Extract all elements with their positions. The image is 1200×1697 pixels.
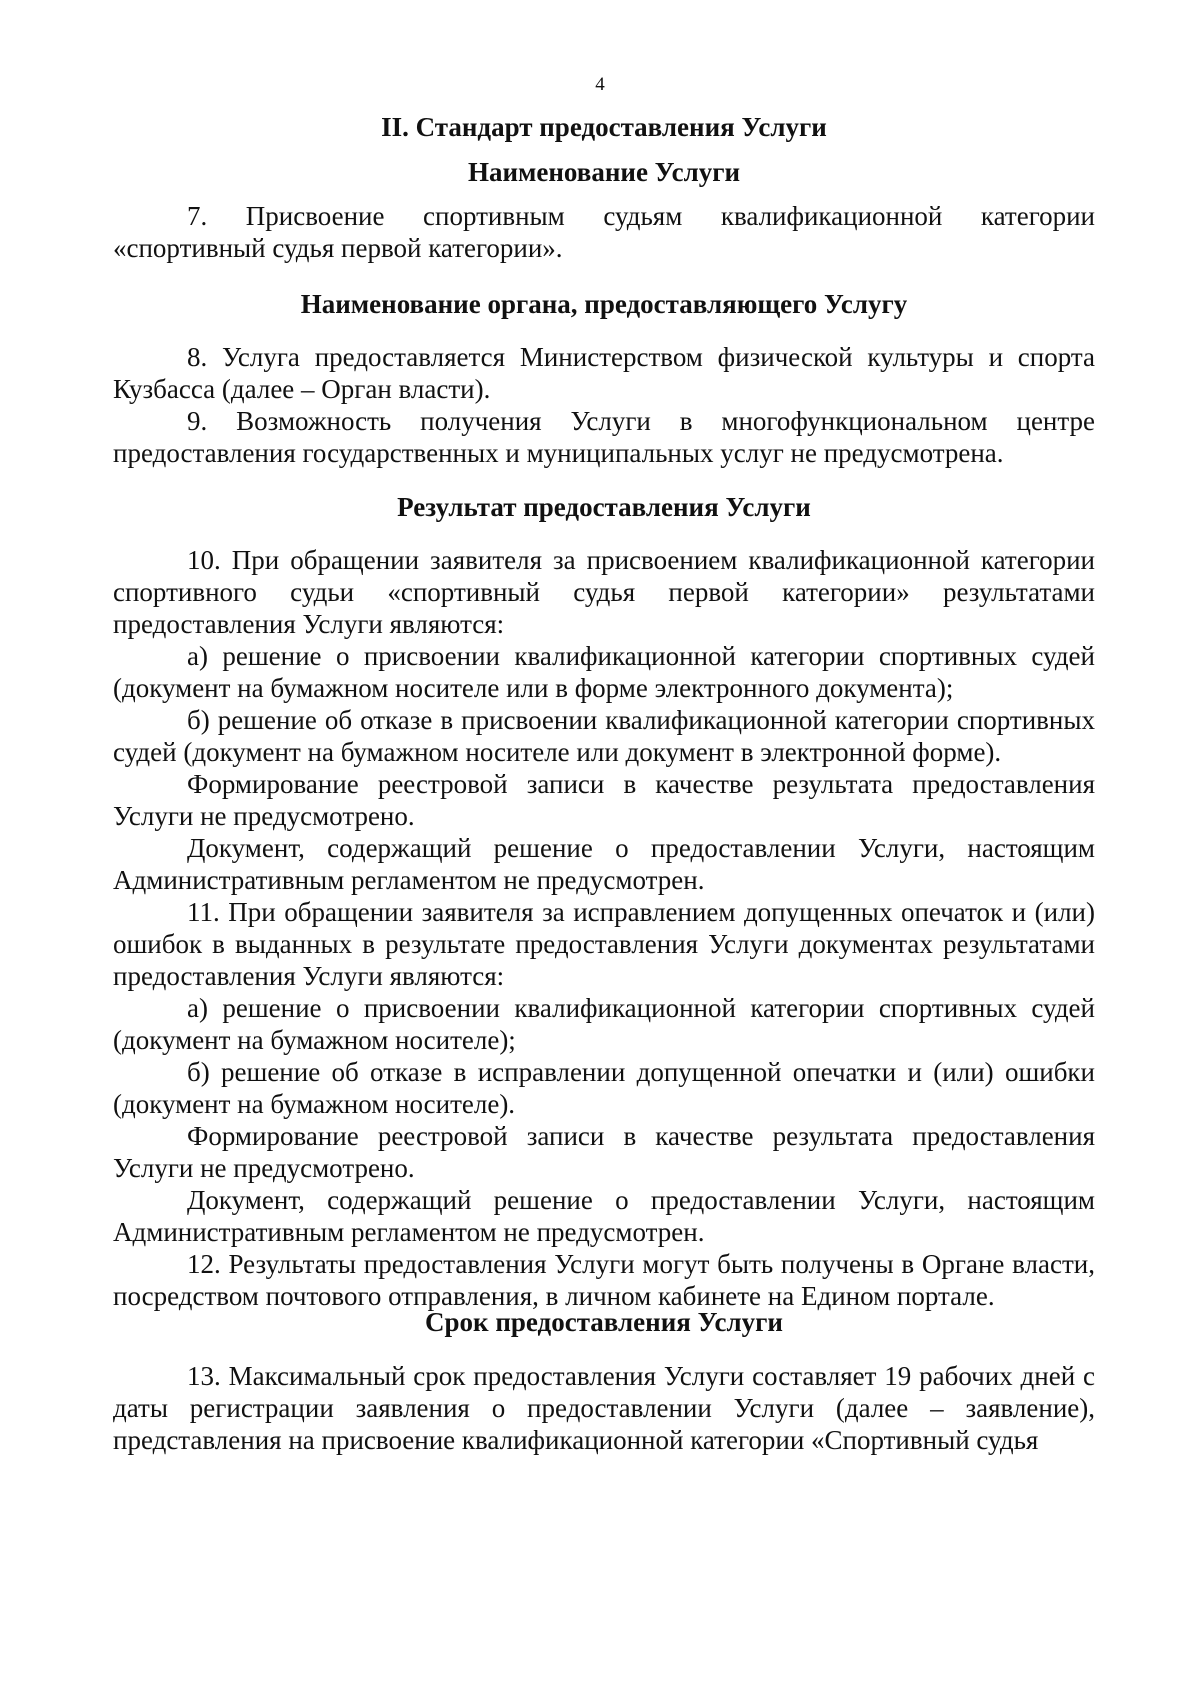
section-subtitle: Наименование Услуги	[467, 157, 741, 187]
page-number: 4	[595, 74, 605, 95]
paragraph: а) решение о присвоении квалификационной категории спортивных судей (документ на бумажном носителе или в форме электронного документа);	[113, 641, 1095, 703]
paragraphs-8-9	[113, 341, 1095, 469]
paragraph: Формирование реестровой записи в качестве результата предоставления Услуги не предусмотрено.	[113, 769, 1095, 831]
paragraph: 8. Услуга предоставляется Министерством физической культуры и спорта Кузбасса (далее – Орган власти).	[113, 342, 1095, 404]
paragraph: Документ, содержащий решение о предоставлении Услуги, настоящим Административным регламентом не предусмотрен.	[113, 1185, 1095, 1247]
section-result	[113, 491, 1095, 523]
paragraph: 7. Присвоение спортивным судьям квалификационной категории «спортивный судья первой категории».	[113, 201, 1095, 263]
paragraph-7	[113, 200, 1095, 264]
section-title: Результат предоставления Услуги	[397, 492, 811, 522]
paragraph-13	[113, 1360, 1095, 1456]
paragraph: Формирование реестровой записи в качестве результата предоставления Услуги не предусмотрено.	[113, 1121, 1095, 1183]
paragraph: а) решение о присвоении квалификационной категории спортивных судей (документ на бумажном носителе);	[113, 993, 1095, 1055]
section-service-name	[113, 156, 1095, 188]
section-authority	[113, 288, 1095, 320]
section-standard	[113, 111, 1095, 143]
paragraph: б) решение об отказе в исправлении допущенной опечатки и (или) ошибки (документ на бумажном носителе).	[113, 1057, 1095, 1119]
section-title: II. Стандарт предоставления Услуги	[381, 112, 827, 142]
paragraphs-10-12	[113, 544, 1095, 1312]
paragraph: 12. Результаты предоставления Услуги могут быть получены в Органе власти, посредством почтового отправления, в личном кабинете на Едином портале.	[113, 1249, 1095, 1311]
section-title: Наименование органа, предоставляющего Услугу	[300, 289, 908, 319]
paragraph: б) решение об отказе в присвоении квалификационной категории спортивных судей (документ на бумажном носителе или документ в электронной форме).	[113, 705, 1095, 767]
paragraph: 13. Максимальный срок предоставления Услуги составляет 19 рабочих дней с даты регистрации заявления о предоставлении Услуги (далее – заявление), представления на присвоение квалификационной категории «Спортивный судья	[113, 1361, 1095, 1455]
section-title: Срок предоставления Услуги	[425, 1307, 783, 1337]
paragraph: 10. При обращении заявителя за присвоением квалификационной категории спортивного судьи «спортивный судья первой категории» результатами предоставления Услуги являются:	[113, 545, 1095, 639]
paragraph: Документ, содержащий решение о предоставлении Услуги, настоящим Административным регламентом не предусмотрен.	[113, 833, 1095, 895]
section-term	[113, 1306, 1095, 1338]
paragraph: 9. Возможность получения Услуги в многофункциональном центре предоставления государственных и муниципальных услуг не предусмотрена.	[113, 406, 1095, 468]
paragraph: 11. При обращении заявителя за исправлением допущенных опечаток и (или) ошибок в выданных в результате предоставления Услуги документах результатами предоставления Услуги являются:	[113, 897, 1095, 991]
